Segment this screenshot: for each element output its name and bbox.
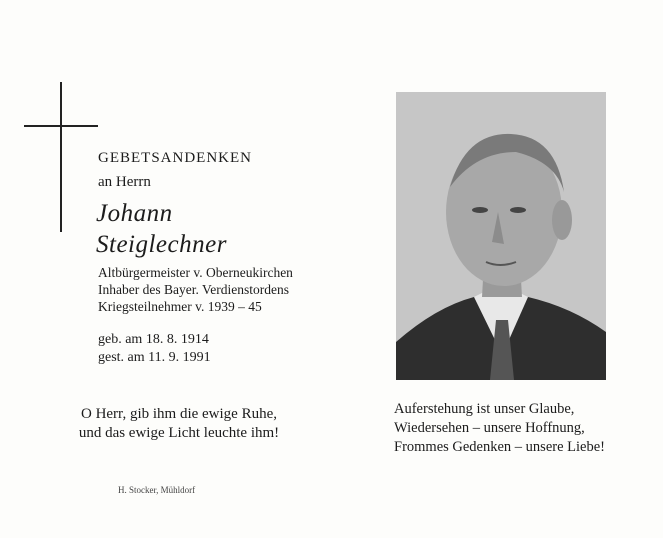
title-line: Inhaber des Bayer. Verdienstordens [98,282,289,297]
birth-date: geb. am 18. 8. 1914 [98,332,209,347]
verse-line: O Herr, gib ihm die ewige Ruhe, [80,406,278,422]
verse-line: Frommes Gedenken – unsere Liebe! [394,439,605,455]
cross-icon [24,82,98,232]
heading: GEBETSANDENKEN [98,150,252,166]
title-line: Altbürgermeister v. Oberneukirchen [98,265,293,280]
salutation: an Herrn [98,174,151,190]
portrait-photo [396,92,606,380]
verse-line: Auferstehung ist unser Glaube, [394,401,575,417]
death-date: gest. am 11. 9. 1991 [98,350,211,365]
prayer-verse [70,405,288,443]
verse-line: Wiedersehen – unsere Hoffnung, [394,420,585,436]
portrait-illustration [396,92,606,380]
first-name: Johann [96,200,173,227]
dates-block [98,331,211,367]
title-line: Kriegsteilnehmer v. 1939 – 45 [98,299,262,314]
faith-verse [394,400,612,457]
printer-credit: H. Stocker, Mühldorf [118,485,196,495]
last-name: Steiglechner [96,231,227,258]
verse-line: und das ewige Licht leuchte ihm! [78,425,280,441]
titles-block [98,264,293,315]
